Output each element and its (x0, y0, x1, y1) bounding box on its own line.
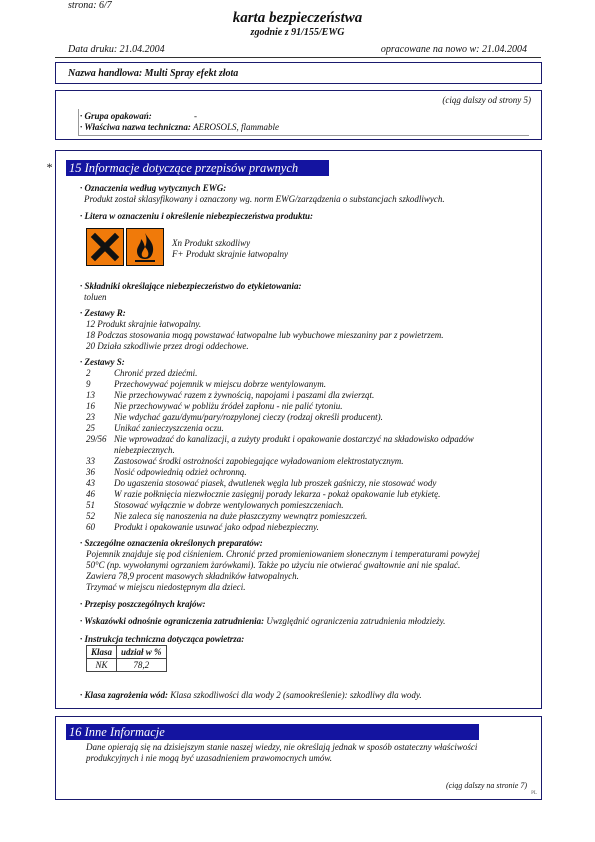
change-marker: * (46, 160, 52, 174)
page-number: strona: 6/7 (68, 0, 112, 11)
components-value: toluen (84, 292, 107, 302)
trade-name-box (55, 62, 542, 84)
language-code: PL (531, 791, 537, 796)
special-line: Pojemnik znajduje się pod ciśnieniem. Chronić przed promieniowaniem słonecznym i temperaturami powyżej (86, 549, 480, 559)
table-header: udział w % (117, 646, 167, 659)
water-hazard-label: · Klasa zagrożenia wód: (80, 690, 169, 700)
s-phrase: 33 Zastosować środki ostrożności zapobiegające wyładowaniom elektrostatycznym. (86, 456, 404, 466)
special-label: · Szczególne oznaczenia określonych preparatów: (80, 538, 263, 548)
hazard-f-plus: F+ Produkt skrajnie łatwopalny (172, 249, 288, 259)
packing-group-label: · Grupa opakowań: (80, 111, 152, 121)
s-phrase: 36 Nosić odpowiednią odzież ochronną. (86, 467, 247, 477)
employment-value: Uwzględnić ograniczenia zatrudnienia młodzieży. (266, 616, 446, 626)
special-line: Trzymać w miejscu niedostępnym dla dzieci. (86, 582, 246, 592)
trade-name: Nazwa handlowa: Multi Spray efekt złota (68, 68, 239, 79)
r-phrases-label: · Zestawy R: (80, 308, 126, 318)
print-date: Data druku: 21.04.2004 (68, 44, 165, 55)
table-header: Klasa (87, 646, 117, 659)
table-cell: NK (87, 659, 117, 672)
s-phrases-label: · Zestawy S: (80, 357, 125, 367)
special-line: Zawiera 78,9 procent masowych składników łatwopalnych. (86, 571, 299, 581)
air-instruction-label: · Instrukcja techniczna dotycząca powietrza: (80, 634, 245, 644)
s-phrase: 43 Do ugaszenia stosować piasek, dwutlenek węgla lub proszek gaśniczy, nie stosować wody (86, 478, 437, 488)
hazard-xn: Xn Produkt szkodliwy (172, 238, 251, 248)
employment-restrictions (80, 616, 445, 627)
page-title: karta bezpieczeństwa (232, 10, 363, 26)
disclaimer-line: Dane opierają się na dzisiejszym stanie naszej wiedzy, nie określają jednak w sposób ostateczny właściwości (86, 742, 478, 752)
s-phrase: 60 Produkt i opakowanie usuwać jako odpad niebezpieczny. (86, 522, 319, 532)
special-line: 50°C (np. wywołanymi ogrzaniem żarówkami). Także po użyciu nie otwierać gwałtownie ani nie spalać. (86, 560, 461, 570)
packing-group-value: - (194, 111, 198, 121)
disclaimer-line: produkcyjnych i nie mogą być uzasadnieniem prawomocnych umów. (86, 753, 332, 763)
harmful-x-icon (86, 228, 124, 266)
table-header-row (87, 646, 167, 659)
s-phrase: niebezpiecznych. (114, 445, 175, 455)
s-phrase: 25 Unikać zanieczyszczenia oczu. (86, 423, 224, 433)
page-subtitle: zgodnie z 91/155/EWG (250, 27, 345, 38)
s-phrase: 29/56 Nie wprowadzać do kanalizacji, a zużyty produkt i opakowanie dostarczyć na składowisko odpadów (86, 434, 474, 444)
header-divider (55, 57, 541, 58)
technical-name-value: AEROSOLS, flammable (192, 122, 279, 132)
class-table (86, 645, 167, 672)
s-phrase: 51 Stosować wyłącznie w dobrze wentylowanych pomieszczeniach. (86, 500, 344, 510)
components-label: · Składniki określające niebezpieczeństwo do etykietowania: (80, 281, 302, 291)
flammable-icon (126, 228, 164, 266)
revision-date: opracowane na nowo w: 21.04.2004 (380, 44, 527, 55)
employment-label: · Wskazówki odnośnie ograniczenia zatrudnienia: (80, 616, 265, 626)
s-phrase: 52 Nie zaleca się nanoszenia na duże płaszczyzny wewnątrz pomieszczeń. (86, 511, 368, 521)
table-row (87, 659, 167, 672)
s-phrase: 46 W razie połknięcia niezwłocznie zasięgnij porady lekarza - pokaż opakowanie lub etykietę. (86, 489, 441, 499)
s-phrase: 13 Nie przechowywać razem z żywnością, napojami i paszami dla zwierząt. (86, 390, 375, 400)
water-hazard (80, 690, 422, 701)
ewg-text: Produkt został sklasyfikowany i oznaczony wg. norm EWG/zarządzenia o substancjach szkodliwych. (84, 194, 445, 204)
ewg-label: · Oznaczenia według wytycznych EWG: (80, 183, 227, 193)
r-phrase: 12 Produkt skrajnie łatwopalny. (86, 319, 202, 329)
continued-from: (ciąg dalszy od strony 5) (442, 95, 531, 105)
hazard-letter-label: · Litera w oznaczeniu i określenie niebezpieczeństwa produktu: (80, 211, 314, 221)
r-phrase: 18 Podczas stosowania mogą powstawać łatwopalne lub wybuchowe mieszaniny par z powietrzem. (86, 330, 444, 340)
water-hazard-value: Klasa szkodliwości dla wody 2 (samookreślenie): szkodliwy dla wody. (170, 690, 422, 700)
technical-name-label: · Właściwa nazwa techniczna: (80, 122, 191, 132)
section-15-title: 15 Informacje dotyczące przepisów prawnych (66, 160, 329, 176)
section-16-title: 16 Inne Informacje (66, 724, 479, 740)
inner-rule (78, 109, 529, 136)
continued-to: (ciąg dalszy na stronie 7) (445, 781, 527, 790)
r-phrase: 20 Działa szkodliwie przez drogi oddechowe. (86, 341, 249, 351)
s-phrase: 2 Chronić przed dziećmi. (86, 368, 198, 378)
table-cell: 78,2 (117, 659, 167, 672)
s-phrase: 9 Przechowywać pojemnik w miejscu dobrze wentylowanym. (86, 379, 326, 389)
continuation-box (55, 90, 542, 140)
s-phrase: 23 Nie wdychać gazu/dymu/pary/rozpylonej cieczy (rodzaj określi producent). (86, 412, 383, 422)
s-phrase: 16 Nie przechowywać w pobliżu źródeł zapłonu - nie palić tytoniu. (86, 401, 343, 411)
country-regulations-label: · Przepisy poszczególnych krajów: (80, 599, 206, 609)
